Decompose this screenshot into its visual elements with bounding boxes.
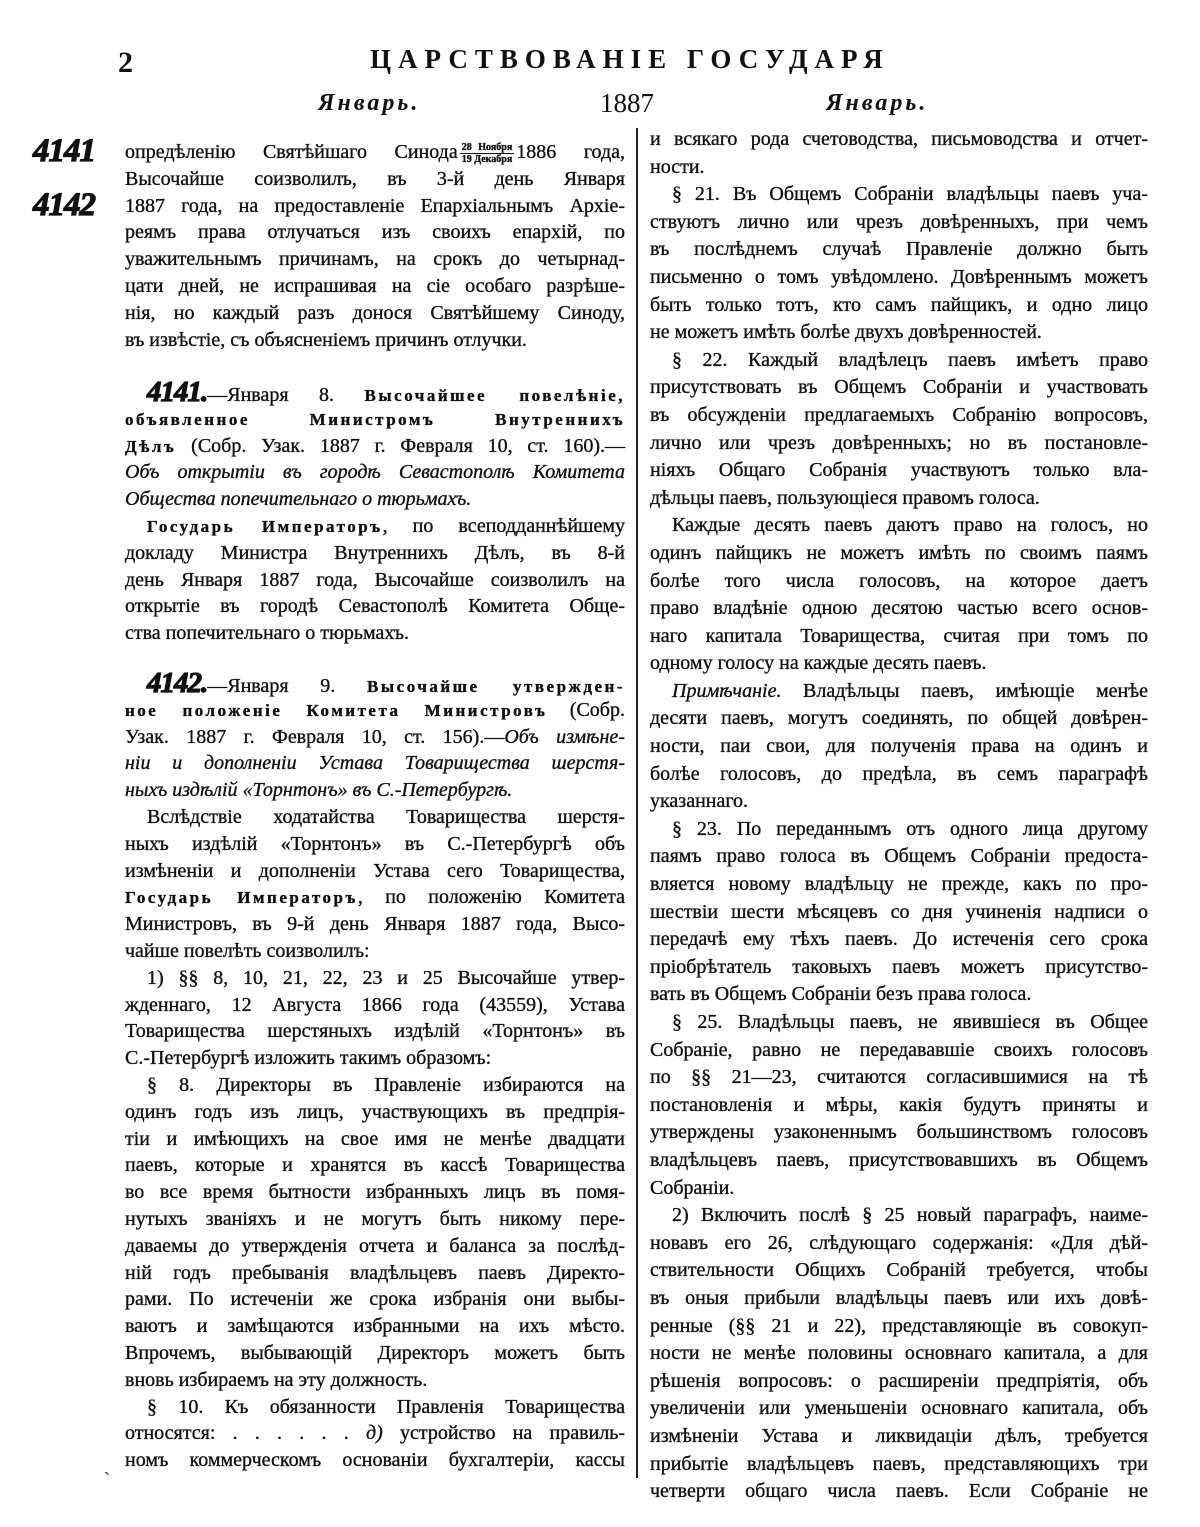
- text-segment: —Января 8.: [207, 384, 365, 406]
- text-line: право владѣніе одною десятою частью всего основ-: [650, 597, 1148, 620]
- text-line: [125, 884, 625, 911]
- text-line: ренные (§§ 21 и 22), представляющіе въ совокуп-: [650, 1314, 1148, 1337]
- text-line: шествіи шести мѣсяцевъ со дня учиненія надписи о: [650, 900, 1148, 923]
- text-line: [125, 1420, 625, 1447]
- text-line: [125, 750, 625, 777]
- text-line: Впрочемъ, выбывающій Директоръ можетъ быть: [125, 1341, 625, 1364]
- text-line: рѣшенія вопросовъ: о расширеніи предпріятія, объ: [650, 1369, 1148, 1392]
- text-line: передачѣ ему тѣхъ паевъ. До истеченія сего срока: [650, 928, 1148, 951]
- text-segment: , по положенію Комитета: [357, 886, 625, 909]
- text-line: [125, 724, 625, 751]
- text-line: вать въ Общемъ Собраніи безъ права голоса.: [650, 983, 1032, 1006]
- text-line: реямъ права отлучаться изъ своихъ епархій, по: [125, 221, 625, 244]
- text-line: ній годъ пребыванія владѣльцевъ паевъ Директо-: [125, 1261, 625, 1284]
- left-block-2: [125, 376, 625, 647]
- text-line: и всякаго рода счетоводства, письмоводства и отчет-: [650, 128, 1148, 150]
- text-line: измѣненіи Устава и ликвидаціи дѣлъ, требуется: [650, 1424, 1148, 1447]
- text-segment: опредѣленію Святѣйшаго Синода: [125, 141, 458, 163]
- paragraph: [125, 1394, 625, 1474]
- text-line: вляется новому владѣльцу не прежде, какъ по про-: [650, 873, 1148, 896]
- text-line: въ послѣднемъ случаѣ Правленіе должно быть: [650, 238, 1148, 261]
- text-line: прибытіе владѣльцевъ паевъ, представляющихъ три: [650, 1452, 1148, 1475]
- text-line: Каждые десять паевъ даютъ право на голосъ, но: [672, 514, 1148, 537]
- margin-number-4141: 4141: [33, 133, 95, 169]
- text-line: въ обсужденіи предлагаемыхъ Собранію вопросовъ,: [650, 403, 1148, 426]
- italic-text: ныхъ издѣлій «Торнтонъ» въ С.-Петербургѣ.: [125, 779, 513, 802]
- text-line: [650, 678, 1148, 706]
- text-line: по §§ 21—23, считаются согласившимися на тѣ: [650, 1066, 1148, 1089]
- left-block-1: [125, 139, 625, 353]
- text-line: § 8. Директоры въ Правленіе избираются на: [147, 1073, 625, 1096]
- spaced-text: ное положеніе Комитета Министровъ: [125, 700, 548, 720]
- text-line: лично или чрезъ довѣренныхъ; но въ постановле-: [650, 431, 1148, 454]
- text-line: [125, 667, 625, 699]
- text-line: не можетъ имѣть болѣе двухъ довѣренностей.: [650, 321, 1042, 344]
- text-line: [125, 376, 625, 408]
- text-line: нія, но каждый разъ донося Святѣйшему Синоду,: [125, 301, 625, 324]
- text-line: ствуютъ лично или чрезъ довѣренныхъ, при чемъ: [650, 210, 1148, 233]
- text-line: [125, 486, 625, 513]
- section-number: 4141.: [147, 376, 208, 408]
- text-line: Собраніи.: [650, 1176, 735, 1199]
- text-line: С.-Петербургѣ изложить такимъ образомъ:: [125, 1047, 492, 1070]
- text-segment: (Собр. Узак. 1887 г. Февраля 10, ст. 160).—: [176, 434, 625, 457]
- text-line: 2) Включить послѣ § 25 новый параграфъ, наиме-: [672, 1204, 1148, 1227]
- italic-text: Объ открытіи въ городѣ Севастополѣ Комитета: [125, 461, 625, 484]
- text-segment: устройство на правиль-: [382, 1422, 625, 1445]
- text-line: день Января 1887 года, Высочайше соизволилъ на: [125, 568, 625, 591]
- text-line: увеличеніи или уменьшеніи основнаго капитала, объ: [650, 1397, 1148, 1420]
- text-line: пріобрѣтатель таковыхъ паевъ можетъ присутство-: [650, 955, 1148, 978]
- text-line: вновь избираемъ на эту должность.: [125, 1368, 428, 1391]
- text-line: 1887 года, на предоставленіе Епархіальнымъ Архіе-: [125, 194, 625, 217]
- paragraph: [650, 512, 1148, 678]
- italic-text: Примѣчаніе.: [672, 679, 782, 702]
- paragraph: [650, 1202, 1148, 1506]
- text-line: болѣе голосовъ, до предѣла, въ семъ параграфѣ: [650, 762, 1148, 785]
- text-line: быть только тотъ, кто самъ пайщикъ, и одно лицо: [650, 293, 1148, 316]
- text-line: постановленія и мѣры, какія будутъ приняты и: [650, 1093, 1148, 1116]
- text-line: новавъ его 26, слѣдующаго содержанія: «Для дѣй-: [650, 1231, 1148, 1254]
- running-title: ЦАРСТВОВАНІЕ ГОСУДАРЯ: [370, 44, 890, 74]
- text-line: Высочайше соизволилъ, въ 3-й день Января: [125, 167, 625, 190]
- text-line: рами. По истеченіи же срока избранія они выбы-: [125, 1288, 625, 1311]
- text-line: тіи и имѣющихъ на свое имя не менѣе двадцати: [125, 1127, 625, 1150]
- text-line: письменно о томъ увѣдомлено. Довѣреннымъ можетъ: [650, 265, 1148, 288]
- text-line: 1) §§ 8, 10, 21, 22, 23 и 25 Высочайше утвер-: [147, 966, 625, 989]
- text-line: указаннаго.: [650, 790, 749, 813]
- text-line: цати дней, не испрашивая на сіе особаго разрѣше-: [125, 274, 625, 297]
- text-line: § 22. Каждый владѣлецъ паевъ имѣетъ право: [672, 348, 1148, 371]
- year: 1887: [600, 88, 654, 118]
- text-line: докладу Министра Внутреннихъ Дѣлъ, въ 8-й: [125, 541, 625, 564]
- text-line: [125, 777, 625, 804]
- text-line: присутствовать въ Общемъ Собраніи и участвовать: [650, 376, 1148, 399]
- left-block-3: [125, 667, 625, 804]
- text-line: § 10. Къ обязанности Правленія Товарищества: [147, 1395, 625, 1418]
- italic-text: ніи и дополненіи Устава Товарищества шерстя-: [125, 752, 625, 775]
- margin-number-4142: 4142: [33, 187, 95, 223]
- text-line: одинъ годъ изъ лицъ, участвующихъ въ предпрія-: [125, 1100, 625, 1123]
- left-block-4: [125, 804, 625, 1474]
- text-line: открытіе въ городѣ Севастополѣ Комитета Обще-: [125, 595, 625, 618]
- text-line: ности, паи свои, для полученія права на одинъ и: [650, 735, 1148, 758]
- text-line: ныхъ издѣлій «Торнтонъ» въ С.-Петербургѣ объ: [125, 832, 625, 855]
- text-line: наго капитала Товарищества, считая при томъ по: [650, 624, 1148, 647]
- text-line: даваемы до утвержденія отчета и баланса за послѣд-: [125, 1234, 625, 1257]
- paragraph: [650, 1009, 1148, 1202]
- italic-text: Объ измѣне-: [504, 725, 625, 748]
- paragraph: [125, 513, 625, 647]
- stray-mark: ˎ: [104, 1455, 110, 1475]
- spaced-text: Высочайше утвержден-: [367, 677, 625, 696]
- section-number: 4142.: [147, 667, 208, 699]
- text-line: ности не менѣе половины основнаго капитала, а для: [650, 1342, 1148, 1365]
- text-line: Министровъ, въ 9-й день Января 1887 года, Высо-: [125, 913, 625, 936]
- text-line: жденнаго, 12 Августа 1866 года (43559), Устава: [125, 993, 625, 1016]
- month-left: Январь.: [318, 90, 421, 116]
- text-line: болѣе того числа голосовъ, на которое даетъ: [650, 569, 1148, 592]
- text-line: одному голосу на каждые десять паевъ.: [650, 652, 987, 675]
- text-segment: , по всеподданнѣйшему: [382, 514, 625, 537]
- paragraph: [650, 181, 1148, 347]
- text-line: § 25. Владѣльцы паевъ, не явившіеся въ Общее: [672, 1011, 1148, 1033]
- text-line: четверти общаго числа паевъ. Если Собраніе не: [650, 1480, 1148, 1503]
- text-segment: 1886 года,: [516, 141, 625, 163]
- paragraph: [125, 667, 625, 804]
- text-line: утверждены узаконеннымъ большинствомъ голосовъ: [650, 1121, 1148, 1144]
- text-line: § 23. По переданнымъ отъ одного лица другому: [672, 817, 1148, 840]
- spaced-text: Государь Императоръ: [125, 888, 358, 908]
- text-line: § 21. Въ Общемъ Собраніи владѣльцы паевъ уча-: [672, 183, 1148, 206]
- text-segment: Владѣльцы паевъ, имѣющіе менѣе: [781, 679, 1148, 702]
- text-line: нутыхъ званіяхъ и не могутъ быть никому пере-: [125, 1207, 625, 1230]
- paragraph: [125, 376, 625, 513]
- right-column: [650, 126, 1148, 1506]
- text-line: [125, 139, 625, 166]
- text-line: паямъ право голоса въ Общемъ Собраніи предоста-: [650, 845, 1148, 868]
- paragraph: [650, 816, 1148, 1009]
- text-line: [125, 433, 625, 460]
- text-line: чайше повелѣть соизволилъ:: [125, 939, 370, 962]
- text-line: [125, 513, 625, 540]
- text-line: [125, 697, 625, 724]
- paragraph: [650, 678, 1148, 816]
- fraction-denominator: 19 Декабря: [461, 153, 513, 165]
- text-line: одинъ пайщикъ не можетъ имѣть по своимъ паямъ: [650, 541, 1148, 564]
- text-line: въ извѣстіе, съ объясненіемъ причинъ отлучки.: [125, 328, 527, 351]
- paragraph: [650, 347, 1148, 513]
- text-line: [125, 406, 625, 433]
- text-line: ваютъ и замѣщаются избранными на ихъ мѣсто.: [125, 1315, 625, 1338]
- italic-text: д): [365, 1422, 383, 1445]
- text-line: ности.: [650, 155, 705, 178]
- paragraph: [125, 139, 625, 353]
- text-segment: Узак. 1887 г. Февраля 10, ст. 156).—: [125, 725, 505, 748]
- paragraph: [125, 965, 625, 1072]
- text-line: владѣльцевъ паевъ, присутствовавшихъ въ Общемъ: [650, 1148, 1148, 1171]
- text-line: дѣльцы паевъ, пользующіеся правомъ голоса.: [650, 486, 1040, 509]
- text-line: ства попечительнаго о тюрьмахъ.: [125, 622, 410, 645]
- spaced-text: Высочайшее повелѣніе,: [364, 386, 625, 405]
- text-line: [125, 459, 625, 486]
- spaced-text: Государь Императоръ: [147, 516, 383, 536]
- text-line: во все время бытности избранныхъ лицъ въ помя-: [125, 1181, 625, 1204]
- text-segment: относятся: . . . . . .: [125, 1422, 366, 1445]
- text-line: ніяхъ Общаго Собранія участвуютъ только вла-: [650, 459, 1148, 482]
- paragraph: [650, 126, 1148, 181]
- text-line: паевъ, которые и хранятся въ кассѣ Товарищества: [125, 1154, 625, 1177]
- text-segment: (Собр.: [547, 698, 625, 721]
- text-line: номъ коммерческомъ основаніи бухгалтеріи, кассы: [125, 1449, 625, 1472]
- month-right: Январь.: [826, 90, 929, 116]
- spaced-text: объявленное Министромъ Внутреннихъ: [125, 409, 625, 429]
- page-number: 2: [118, 46, 133, 79]
- fraction-numerator: 28 Ноября: [461, 141, 513, 153]
- text-line: десяти паевъ, могутъ соединять, по общей довѣрен-: [650, 707, 1148, 730]
- text-line: Товарищества шерстяныхъ издѣлій «Торнтонъ» въ: [125, 1020, 625, 1043]
- text-line: Вслѣдствіе ходатайства Товарищества шерстя-: [147, 806, 625, 828]
- paragraph: [125, 804, 625, 965]
- paragraph: [125, 1072, 625, 1394]
- text-line: Собраніе, равно не передававшіе своихъ голосовъ: [650, 1038, 1148, 1061]
- date-fraction: [460, 142, 515, 165]
- italic-text: Общества попечительнаго о тюрьмахъ.: [125, 488, 472, 511]
- text-line: уважительнымъ причинамъ, на срокъ до четырнад-: [125, 248, 625, 271]
- text-line: ствительности Общихъ Собраній требуется, чтобы: [650, 1259, 1148, 1282]
- text-segment: —Января 9.: [207, 675, 368, 697]
- column-divider: [636, 128, 638, 1478]
- text-line: въ оныя прибыли владѣльцы паевъ или ихъ довѣ-: [650, 1286, 1148, 1309]
- text-line: измѣненіи и дополненіи Устава сего Товарищества,: [125, 859, 625, 882]
- spaced-text: Дѣлъ: [125, 436, 177, 456]
